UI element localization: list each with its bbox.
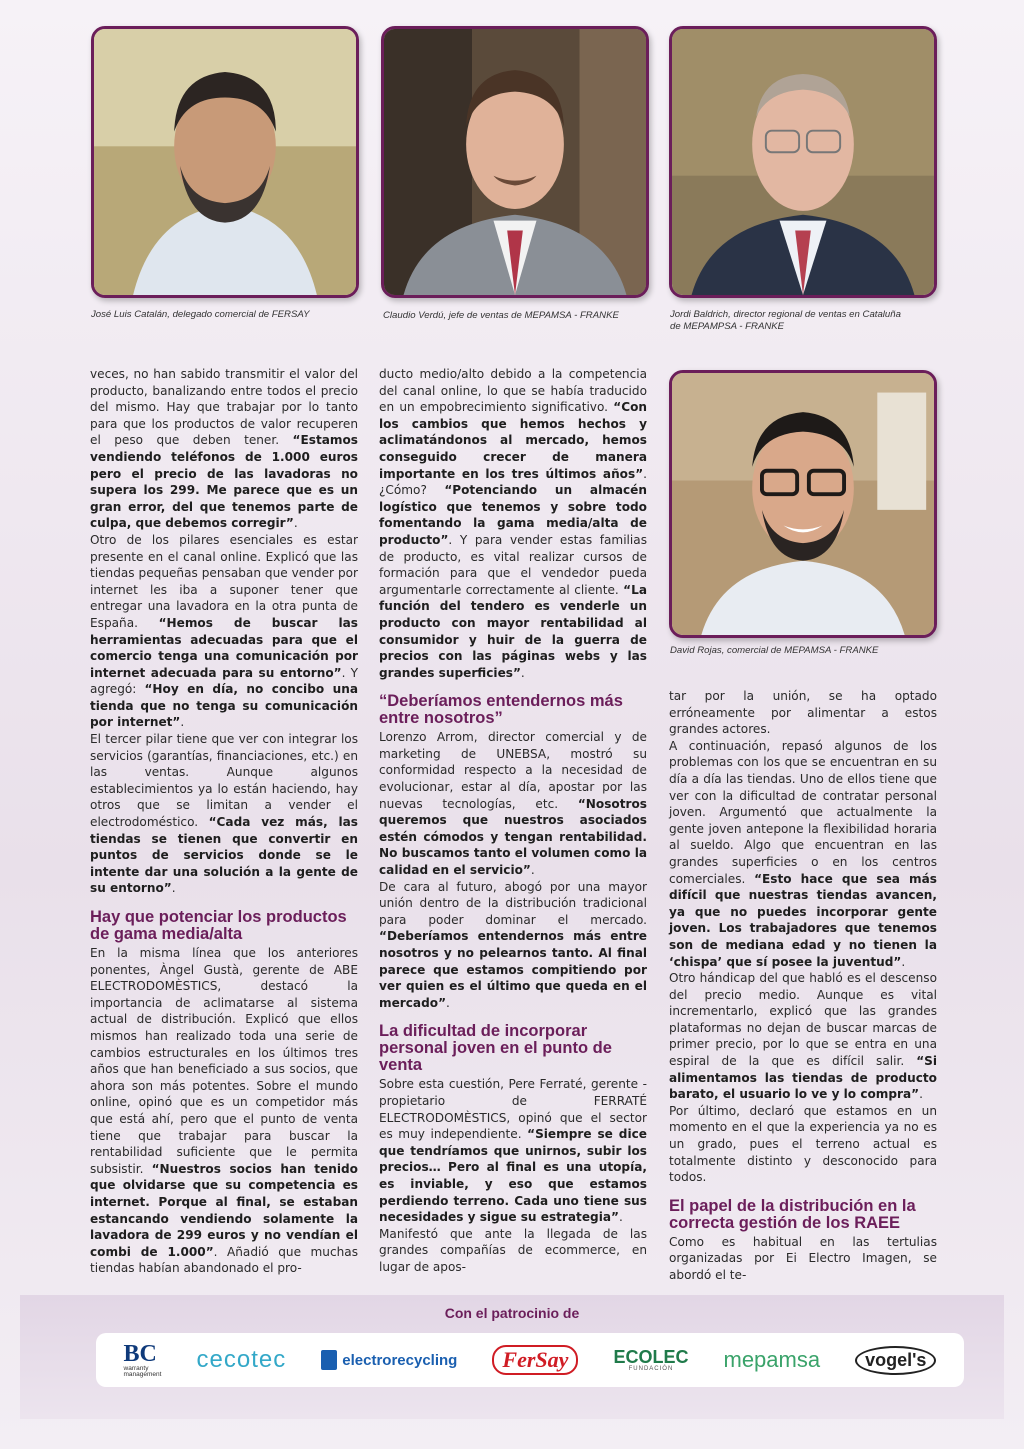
text: Otro hándicap del que habló es el descenso del precio medio. Aunque es vital incrementarlo, explicó que las grandes plataformas no dejan de buscar marcas de primer precio, por lo que se entra en una espiral de la que es difícil salir. [669, 971, 937, 1069]
text: . [171, 881, 176, 896]
quote: “Esto hace que sea más difícil que nuestras tiendas avancen, ya que no puedes incorporar gente joven. Los trabajadores que tenemos son de mediana edad y no tienen la ‘chispa’ que sí posee la juventud” [669, 871, 937, 969]
caption-rojas: David Rojas, comercial de MEPAMSA - FRANKE [670, 645, 879, 656]
electrorecycling-icon [321, 1350, 337, 1370]
quote: “Deberíamos entendernos más entre nosotros y no pelearnos tanto. Al final parece que estamos compitiendo por ver quien es el último que queda en el mercado” [379, 929, 647, 1010]
article-column-1 [90, 366, 358, 1277]
text: En la misma línea que los anteriores ponentes, Àngel Gustà, gerente de ABE ELECTRODOMÈSTICS, destacó la importancia de aclimatarse al sistema actual de distribución. Explicó que ellos mismos han realizado toda una serie de cambios estructurales en los últimos tres años que han beneficiado a sus socios, que ahora son más potentes. Sobre el mundo online, opinó que es un competidor más que está ahí, pero que el punto de venta tiene que trabajar para buscar la rentabilidad suficiente que le permita subsistir. [90, 946, 358, 1176]
logo-ecolec-text: ECOLEC [613, 1347, 689, 1367]
section-heading: La dificultad de incorporar personal joven en el punto de venta [379, 1022, 612, 1075]
paragraph [90, 532, 358, 731]
quote: “Potenciando un almacén logístico que tenemos y sobre todo fomentando la gama media/alta de producto” [379, 483, 647, 547]
article-column-2 [379, 366, 647, 1276]
logo-bc-warranty [124, 1342, 162, 1379]
text: . Y para vender estas familias de producto, es vital realizar cursos de formación para que el vendedor pueda argumentarle correctamente al cliente. [379, 532, 647, 597]
logo-electrorecycling [321, 1350, 457, 1370]
logo-bc-text: BC [123, 1340, 157, 1367]
text: . Y agregó: [90, 665, 359, 697]
sponsor-logo-strip [96, 1333, 964, 1387]
paragraph: tar por la unión, se ha optado erróneamente por alimentar a estos grandes actores. [669, 689, 937, 737]
paragraph [379, 879, 647, 1012]
photo-jose-luis-catalan [91, 26, 359, 298]
sponsor-band [20, 1295, 1004, 1419]
quote: “Hemos de buscar las herramientas adecuadas para que el comercio tenga una comunicación por internet adecuada para su entorno” [90, 615, 358, 680]
paragraph: Manifestó que ante la llegada de las grandes compañías de ecommerce, en lugar de apos- [379, 1226, 647, 1274]
paragraph [669, 970, 937, 1103]
text: Sobre esta cuestión, Pere Ferraté, gerente - propietario de FERRATÉ ELECTRODOMÈSTICS, opinó que el sector es muy independiente. [379, 1077, 647, 1142]
logo-ecolec-sub: FUNDACIÓN [628, 1366, 674, 1372]
logo-bc-sub2: management [123, 1371, 162, 1378]
text: . [446, 995, 450, 1010]
text: . [530, 863, 535, 878]
photo-jordi-baldrich [669, 26, 937, 298]
text: El tercer pilar tiene que ver con integrar los servicios (garantías, financiaciones, etc.) en las ventas. Aunque algunos establecimientos ya lo están haciendo, hay otros que se limitan a vender el electrodoméstico. [90, 732, 358, 830]
quote: “Si alimentamos las tiendas de producto barato, el usuario lo ve y lo compra” [669, 1054, 937, 1102]
paragraph: Por último, declaró que estamos en un momento en el que la experiencia ya no es un grado, pues el terreno actual es totalmente distinto y desconocido para todos. [669, 1103, 937, 1185]
text: ducto medio/alto debido a la competencia del canal online, lo que se había traducido en un empobrecimiento significativo. [379, 367, 647, 415]
quote: “Hoy en día, no concibo una tienda que no tenga su comunicación por internet” [90, 682, 358, 730]
logo-bc-sub1: warranty [123, 1364, 149, 1372]
logo-mepamsa: mepamsa [723, 1347, 821, 1372]
caption-baldrich-line2: de MEPAMPSA - FRANKE [670, 321, 785, 332]
text: . ¿Cómo? [379, 466, 647, 498]
paragraph [379, 1076, 647, 1225]
paragraph [669, 738, 937, 970]
section-heading: El papel de la distribución en la correcta gestión de los RAEE [669, 1196, 916, 1232]
paragraph [379, 366, 647, 681]
text: . [901, 954, 906, 969]
sponsor-title: Con el patrocinio de [444, 1305, 580, 1321]
text: . [293, 516, 298, 531]
quote: “Siempre se dice que tendríamos que unirnos, subir los precios… Pero al final es una utopía, es inviable, y eso que estamos perdiendo terreno. Cada uno tiene sus necesidades y sigue su estrategia” [379, 1127, 647, 1225]
text: . [520, 665, 525, 680]
caption-catalan: José Luis Catalán, delegado comercial de FERSAY [91, 309, 310, 320]
quote: “Con los cambios que hemos hechos y aclimatándonos al mercado, hemos conseguido crecer de manera importante en los tres últimos años” [379, 400, 647, 481]
section-heading: Hay que potenciar los productos de gama media/alta [90, 908, 347, 943]
text: De cara al futuro, abogó por una mayor unión dentro de la distribución tradicional para poder dominar el mercado. [379, 879, 647, 927]
logo-vogels: vogel's [855, 1346, 936, 1375]
logo-fersay: FerSay [492, 1345, 578, 1375]
article-column-3 [669, 688, 937, 1284]
paragraph [90, 945, 358, 1277]
caption-verdu: Claudio Verdú, jefe de ventas de MEPAMSA - FRANKE [383, 310, 619, 321]
text: veces, no han sabido transmitir el valor del producto, banalizando entre todos el precio del mismo. Hay que trabajar por lo tanto para que los productos de valor recuperen el peso que deben tener. [90, 367, 358, 448]
text: . Añadió que muchas tiendas habían abandonado el pro- [90, 1244, 358, 1276]
text: A continuación, repasó algunos de los problemas con los que se encuentran en su día a día las tiendas. Uno de ellos tiene que ver con la dificultad de contratar personal joven. Argumentó que actualmente la gente joven antepone la flexibilidad horaria al sueldo. Algo que encuentran en las grandes superficies o en los centros comerciales. [669, 738, 937, 886]
text: . [180, 715, 185, 730]
paragraph [90, 366, 358, 532]
photo-david-rojas [669, 370, 937, 638]
quote: “Nosotros queremos que nuestros asociados estén cómodos y tengan rentabilidad. No buscamos tanto el volumen como la calidad en el servicio” [379, 796, 647, 878]
caption-baldrich [670, 309, 938, 333]
quote: “Cada vez más, las tiendas se tienen que convertir en puntos de servicios donde se le intente dar una solución a la gente de su entorno” [90, 815, 359, 896]
text: . [919, 1087, 923, 1102]
paragraph [90, 731, 358, 897]
paragraph [379, 729, 647, 878]
logo-electrorecycling-text: electrorecycling [342, 1351, 458, 1369]
caption-baldrich-line1: Jordi Baldrich, director regional de ventas en Cataluña [670, 309, 901, 320]
quote: “La función del tendero es venderle un producto con mayor rentabilidad al consumidor y huir de la guerra de precios con las páginas webs y las grandes superficies” [379, 582, 647, 680]
text: Otro de los pilares esenciales es estar presente en el canal online. Explicó que las tiendas pequeñas pensaban que vender por internet les iba a suponer tener que entregar una lavadora en la otra punta de España. [90, 532, 358, 630]
paragraph: Como es habitual en las tertulias organizadas por Ei Electro Imagen, se abordó el te- [669, 1234, 937, 1282]
logo-ecolec [613, 1348, 688, 1372]
photo-claudio-verdu [381, 26, 649, 298]
section-heading: “Deberíamos entendernos más entre nosotros” [379, 692, 623, 728]
quote: “Nuestros socios han tenido que olvidarse que su competencia es internet. Porque al final, se estaban estancando vendiendo solamente la lavadora de 299 euros y no vendían el combi de 1.000” [90, 1161, 358, 1259]
logo-cecotec: cecotec [196, 1346, 287, 1373]
text: Lorenzo Arrom, director comercial y de marketing de UNEBSA, mostró su conformidad respecto a la necesidad de evolucionar, estar al día, apostar por las nuevas tecnologías, etc. [379, 730, 647, 811]
text: . [618, 1210, 623, 1225]
quote: “Estamos vendiendo teléfonos de 1.000 euros pero el precio de las lavadoras no supera los 299. Me parece que es un gran error, del que tenemos parte de culpa, que debemos corregir” [90, 433, 358, 531]
